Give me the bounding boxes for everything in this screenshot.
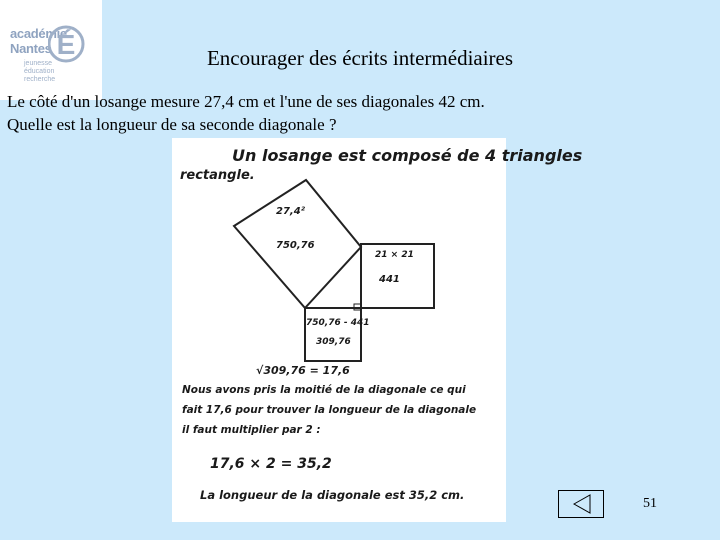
hw-small-square-1: 750,76 - 441	[306, 318, 370, 328]
hw-big-square-2: 750,76	[276, 240, 315, 251]
logo-line-nantes: Nantes	[10, 41, 52, 56]
logo-sub-3: recherche	[24, 76, 56, 83]
question-text	[7, 90, 485, 136]
hw-right-square-2: 441	[379, 274, 400, 285]
hw-line-1: Un losange est composé de 4 triangles	[232, 146, 583, 165]
hw-conclusion: La longueur de la diagonale est 35,2 cm.	[200, 488, 465, 502]
logo-letter: É	[56, 29, 76, 60]
question-line-2: Quelle est la longueur de sa seconde diagonale ?	[7, 115, 337, 134]
triangle-left-icon	[559, 491, 603, 517]
previous-slide-button[interactable]	[558, 490, 604, 518]
slide-title: Encourager des écrits intermédiaires	[206, 46, 514, 70]
hw-calculation: 17,6 × 2 = 35,2	[210, 456, 332, 472]
hw-square-root: √309,76 = 17,6	[256, 364, 350, 377]
hw-explain-2: fait 17,6 pour trouver la longueur de la diagonale	[182, 404, 477, 416]
page-number: 51	[643, 496, 657, 511]
hw-explain-3: il faut multiplier par 2 :	[182, 424, 321, 436]
logo-sub-1: jeunesse	[24, 60, 53, 67]
hw-right-square-1: 21 × 21	[375, 250, 414, 260]
small-square	[305, 308, 361, 361]
student-work-scan	[172, 138, 583, 522]
question-line-1: Le côté d'un losange mesure 27,4 cm et l'une de ses diagonales 42 cm.	[7, 92, 485, 111]
hw-small-square-2: 309,76	[316, 337, 351, 347]
logo-sub-2: éducation	[24, 68, 55, 75]
hw-explain-1: Nous avons pris la moitié de la diagonale ce qui	[182, 384, 466, 396]
hw-line-2: rectangle.	[180, 168, 255, 183]
hw-big-square-1: 27,4²	[276, 206, 306, 217]
logo-line-academie: académie	[10, 26, 67, 41]
